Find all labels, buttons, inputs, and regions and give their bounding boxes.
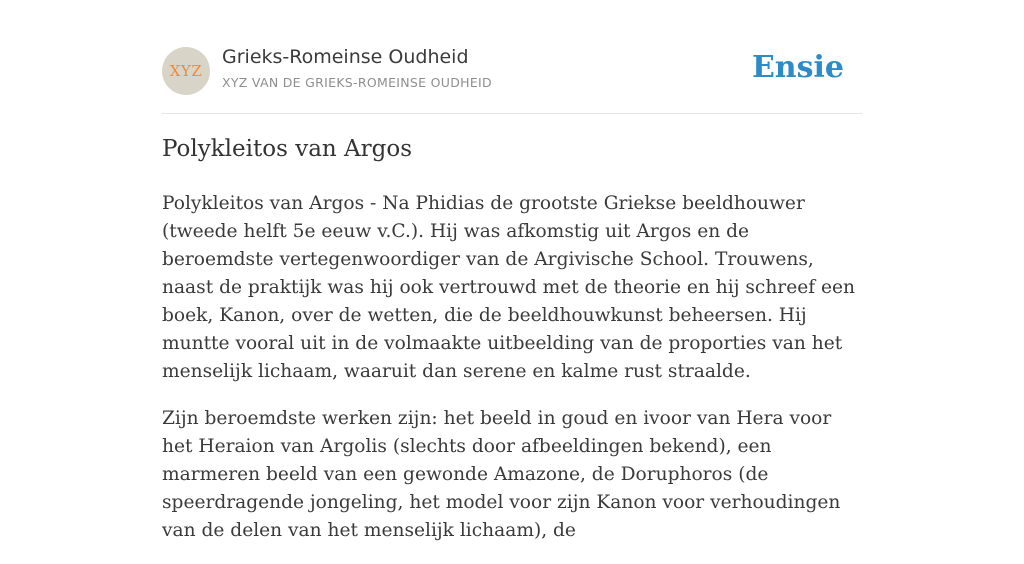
source-header (162, 46, 862, 96)
ensie-logo[interactable]: Ensie (751, 50, 844, 85)
source-title[interactable]: Grieks-Romeinse Oudheid (222, 46, 469, 68)
header-divider (162, 113, 862, 114)
article-title: Polykleitos van Argos (162, 136, 413, 162)
article-paragraph: Zijn beroemdste werken zijn: het beeld in goud en ivoor van Hera voor het Heraion van Argolis (slechts door afbeeldingen bekend), een marmeren beeld van een gewonde Amazone, de Doruphoros (de speerdragende jongeling, het model voor zijn Kanon voor verhoudingen van de delen van het menselijk lichaam), de (162, 408, 841, 541)
article-body (162, 190, 866, 564)
source-avatar[interactable]: XYZ (162, 47, 210, 95)
article-paragraph: Polykleitos van Argos - Na Phidias de grootste Griekse beeldhouwer (tweede helft 5e eeuw v.C.). Hij was afkomstig uit Argos en de beroemdste vertegenwoordiger van de Argivische School. Trouwens, naast de praktijk was hij ook vertrouwd met de theorie en hij schreef een boek, Kanon, over de wetten, die de beeldhouwkunst beheersen. Hij muntte vooral uit in de volmaakte uitbeelding van de proporties van het menselijk lichaam, waaruit dan serene en kalme rust straalde. (162, 193, 855, 382)
source-subtitle: XYZ VAN DE GRIEKS-ROMEINSE OUDHEID (222, 75, 492, 90)
